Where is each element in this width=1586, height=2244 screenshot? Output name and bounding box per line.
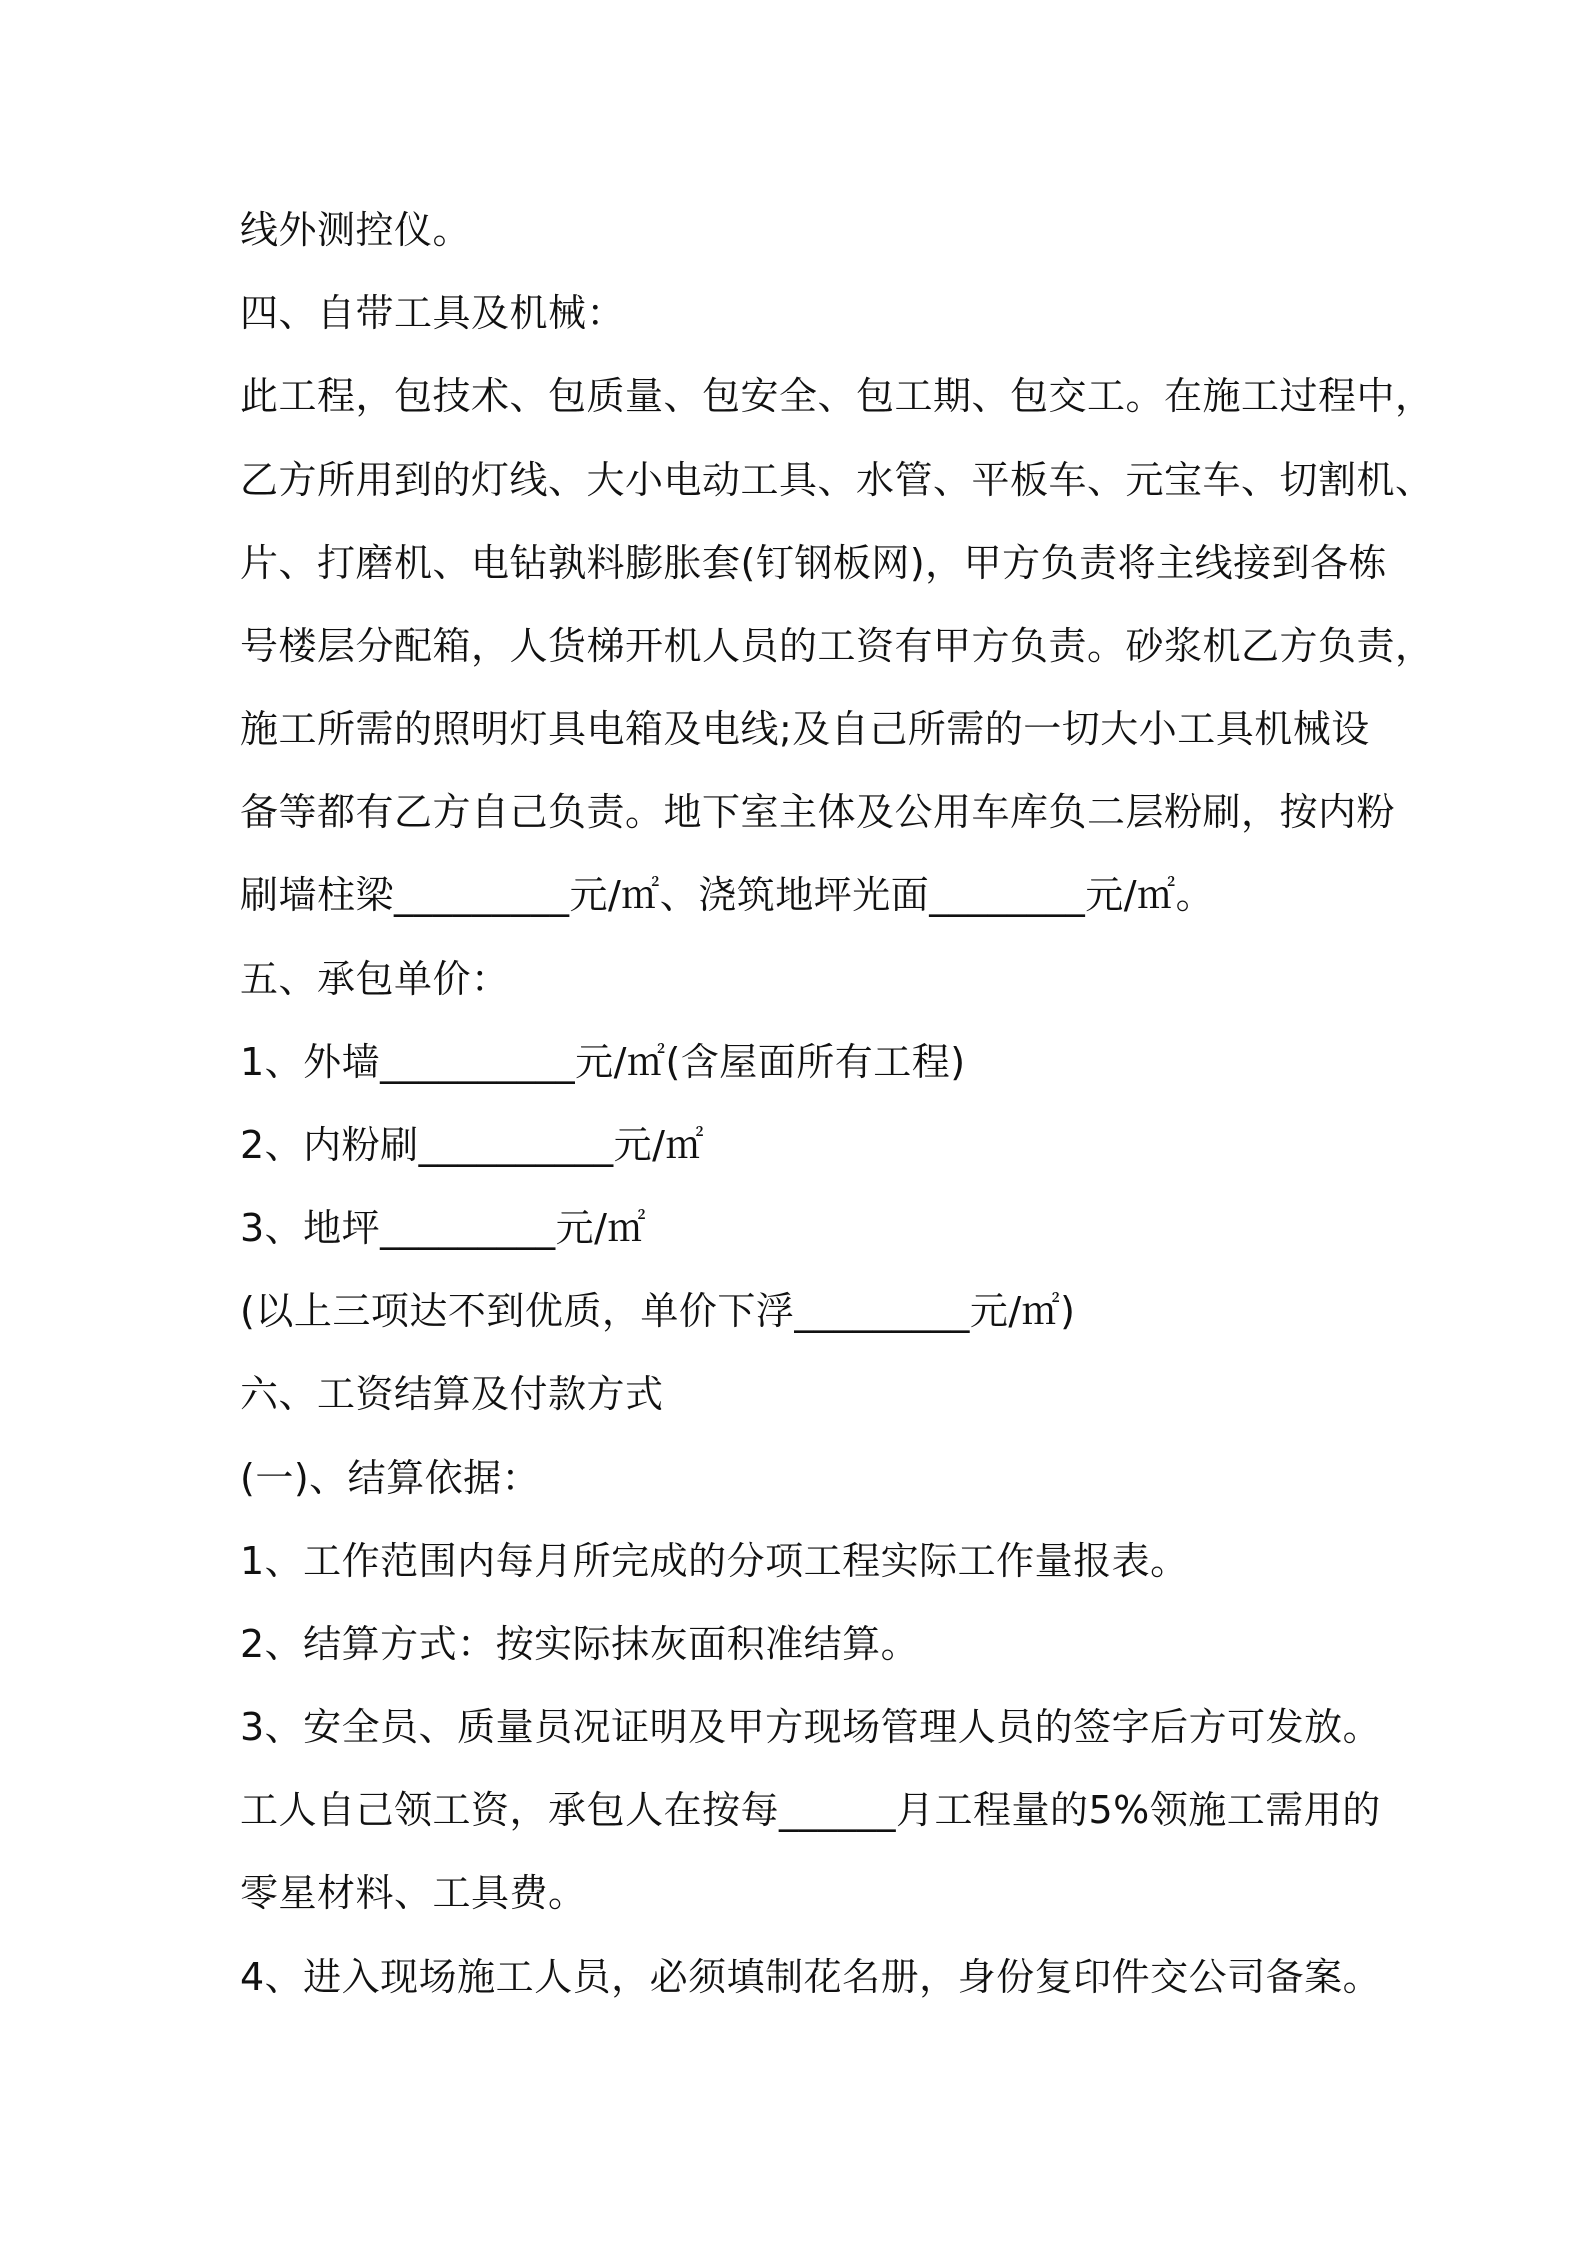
settlement-item-3: 3、安全员、质量员况证明及甲方现场管理人员的签字后方可发放。 xyxy=(240,1705,1382,1749)
price-item-1: 1、外墙__________元/㎡(含屋面所有工程) xyxy=(240,1040,966,1084)
text-line-9: 刷墙柱梁_________元/㎡、浇筑地坪光面________元/㎡。 xyxy=(240,873,1215,917)
text-line-6: 号楼层分配箱，人货梯开机人员的工资有甲方负责。砂浆机乙方负责， xyxy=(240,624,1434,668)
text-line-20: 工人自己领工资，承包人在按每______月工程量的5%领施工需用的 xyxy=(240,1788,1381,1832)
text-line-7: 施工所需的照明灯具电箱及电线;及自己所需的一切大小工具机械设 xyxy=(240,707,1370,751)
price-note: (以上三项达不到优质，单价下浮_________元/㎡) xyxy=(240,1289,1076,1333)
price-item-2: 2、内粉刷__________元/㎡ xyxy=(240,1123,704,1167)
text-line-21: 零星材料、工具费。 xyxy=(240,1871,587,1915)
text-line-3: 此工程，包技术、包质量、包安全、包工期、包交工。在施工过程中， xyxy=(240,374,1434,418)
text-line-4: 乙方所用到的灯线、大小电动工具、水管、平板车、元宝车、切割机、 xyxy=(240,458,1434,502)
settlement-item-4: 4、进入现场施工人员，必须填制花名册，身份复印件交公司备案。 xyxy=(240,1955,1382,1999)
section-heading-4: 四、自带工具及机械： xyxy=(240,291,626,335)
text-line-1: 线外测控仪。 xyxy=(240,208,472,252)
text-line-5: 片、打磨机、电钻孰料膨胀套(钉钢板网)，甲方负责将主线接到各栋 xyxy=(240,541,1388,585)
section-heading-6: 六、工资结算及付款方式 xyxy=(240,1372,664,1416)
price-item-3: 3、地坪_________元/㎡ xyxy=(240,1206,646,1250)
section-heading-5: 五、承包单价： xyxy=(240,957,510,1001)
subsection-heading-1: (一)、结算依据： xyxy=(240,1456,541,1500)
document-page xyxy=(240,0,1434,2244)
settlement-item-2: 2、结算方式：按实际抹灰面积准结算。 xyxy=(240,1622,920,1666)
text-line-8: 备等都有乙方自己负责。地下室主体及公用车库负二层粉刷，按内粉 xyxy=(240,790,1396,834)
settlement-item-1: 1、工作范围内每月所完成的分项工程实际工作量报表。 xyxy=(240,1539,1189,1583)
